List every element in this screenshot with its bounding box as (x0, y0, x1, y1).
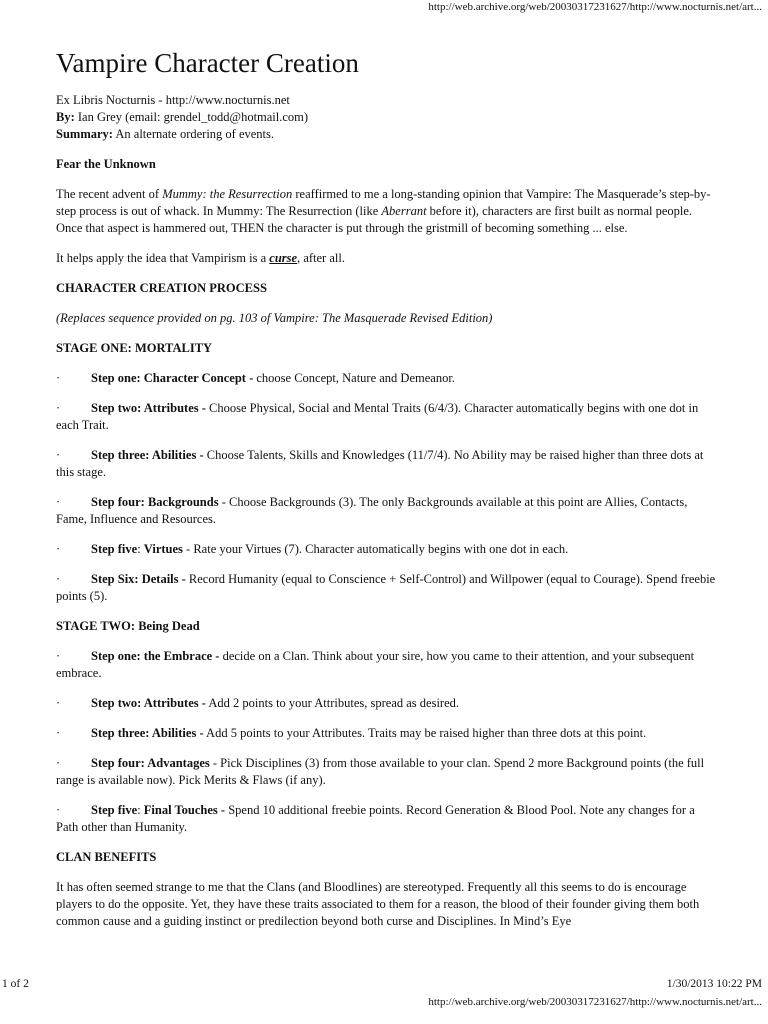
bullet: · (56, 803, 61, 817)
step-text: - Pick Disciplines (3) from those available to your clan. Spend 2 more Background points (the full range is available now). Pick Merits & Flaws (if any). (56, 756, 705, 787)
bullet: · (56, 495, 61, 509)
heading-clan-benefits: CLAN BENEFITS (56, 850, 157, 864)
bullet: · (56, 542, 61, 556)
footer-url: http://web.archive.org/web/20030317231627/http://www.nocturnis.net/art... (428, 996, 762, 1008)
step-item (56, 494, 720, 528)
bullet: · (56, 756, 61, 770)
intro-title-aberrant: Aberrant (381, 204, 427, 218)
heading-fear: Fear the Unknown (56, 157, 156, 171)
step-item (56, 755, 720, 789)
author-label: By: (56, 110, 75, 124)
step-item (56, 541, 720, 558)
heading-stage-two: STAGE TWO: Being Dead (56, 619, 200, 633)
page-number: 1 of 2 (2, 978, 29, 990)
step-item (56, 400, 720, 434)
step-label: Step two: Attributes - (91, 401, 206, 415)
step-item (56, 648, 720, 682)
page-title: Vampire Character Creation (56, 48, 359, 78)
step-text: Spend 10 additional freebie points. Record Generation & Blood Pool. Note any changes for a Path other than Humanity. (56, 803, 695, 834)
step-label-2: Virtues (143, 542, 183, 556)
author-line (56, 109, 720, 126)
intro-paragraph (56, 186, 720, 237)
step-text: - Choose Backgrounds (3). The only Backgrounds available at this point are Allies, Contacts, Fame, Influence and Resources. (56, 495, 688, 526)
replaces-text: (Replaces sequence provided on pg. 103 of Vampire: The Masquerade Revised Edition) (56, 311, 493, 325)
bullet: · (56, 401, 61, 415)
intro-title-mummy: Mummy: the Resurrection (162, 187, 293, 201)
heading-process: CHARACTER CREATION PROCESS (56, 281, 267, 295)
step-item (56, 370, 720, 387)
intro-text-2: reaffirmed to me a long-standing opinion that Vampire: The Masquerade’s step-by-step process is out of whack. In Mummy: The Resurrection (like (56, 187, 711, 218)
step-text: Choose Physical, Social and Mental Traits (6/4/3). Character automatically begins with one dot in each Trait. (56, 401, 699, 432)
step-text: choose Concept, Nature and Demeanor. (253, 371, 455, 385)
bullet: · (56, 649, 61, 663)
step-separator: : (137, 803, 144, 817)
step-item (56, 695, 720, 712)
step-label: Step Six: Details - (91, 572, 186, 586)
step-item (56, 571, 720, 605)
step-text: Record Humanity (equal to Conscience + Self-Control) and Willpower (equal to Courage). Spend freebie points (5). (56, 572, 716, 603)
step-label: Step five (91, 803, 138, 817)
stage-one-steps (56, 370, 720, 605)
step-label: Step four: Backgrounds (91, 495, 219, 509)
step-label: Step five (91, 542, 138, 556)
step-separator: : (137, 542, 144, 556)
step-label: Step one: the Embrace - (91, 649, 220, 663)
step-item (56, 725, 720, 742)
summary-line (56, 126, 720, 143)
step-label: Step three: Abilities - (91, 448, 204, 462)
bullet: · (56, 696, 61, 710)
step-text: Add 5 points to your Attributes. Traits may be raised higher than three dots at this point. (203, 726, 647, 740)
article (56, 46, 720, 943)
header-url: http://web.archive.org/web/20030317231627/http://www.nocturnis.net/art... (428, 1, 762, 13)
clan-paragraph: It has often seemed strange to me that the Clans (and Bloodlines) are stereotyped. Frequently all this seems to do is encourage players to do the opposite. Yet, they have these traits associated to them for a reason, the blood of their founder giving them both common cause and a guiding instinct or predilection beyond both curse and Disciplines. In Mind’s Eye (56, 880, 700, 928)
bullet: · (56, 448, 61, 462)
bullet: · (56, 726, 61, 740)
intro-text-3: before it), characters are first built as normal people. Once that aspect is hammered out, THEN the character is put through the gristmill of becoming something ... else. (56, 204, 693, 235)
print-datetime: 1/30/2013 10:22 PM (666, 978, 762, 990)
step-label: Step four: Advantages (91, 756, 210, 770)
step-text: Choose Talents, Skills and Knowledges (11/7/4). No Ability may be raised higher than three dots at this stage. (56, 448, 704, 479)
step-text: - Rate your Virtues (7). Character automatically begins with one dot in each. (182, 542, 569, 556)
curse-text-2: , after all. (297, 251, 345, 265)
step-label: Step three: Abilities - (91, 726, 204, 740)
step-text: decide on a Clan. Think about your sire, how you came to their attention, and your subsequent embrace. (56, 649, 695, 680)
replaces-note (56, 310, 720, 327)
article-meta (56, 92, 720, 143)
step-item (56, 802, 720, 836)
bullet: · (56, 371, 61, 385)
bullet: · (56, 572, 61, 586)
author-value: Ian Grey (email: grendel_todd@hotmail.com) (74, 110, 309, 124)
step-label: Step two: Attributes - (91, 696, 206, 710)
source-line: Ex Libris Nocturnis - http://www.nocturnis.net (56, 93, 290, 107)
summary-value: An alternate ordering of events. (112, 127, 275, 141)
curse-text-1: It helps apply the idea that Vampirism is a (56, 251, 270, 265)
intro-text-1: The recent advent of (56, 187, 163, 201)
step-item (56, 447, 720, 481)
stage-two-steps (56, 648, 720, 836)
step-text: Add 2 points to your Attributes, spread as desired. (205, 696, 460, 710)
curse-paragraph (56, 250, 720, 267)
step-label-2: Final Touches - (143, 803, 226, 817)
curse-emphasis: curse (269, 251, 298, 265)
step-label: Step one: Character Concept - (91, 371, 254, 385)
summary-label: Summary: (56, 127, 113, 141)
heading-stage-one: STAGE ONE: MORTALITY (56, 341, 213, 355)
